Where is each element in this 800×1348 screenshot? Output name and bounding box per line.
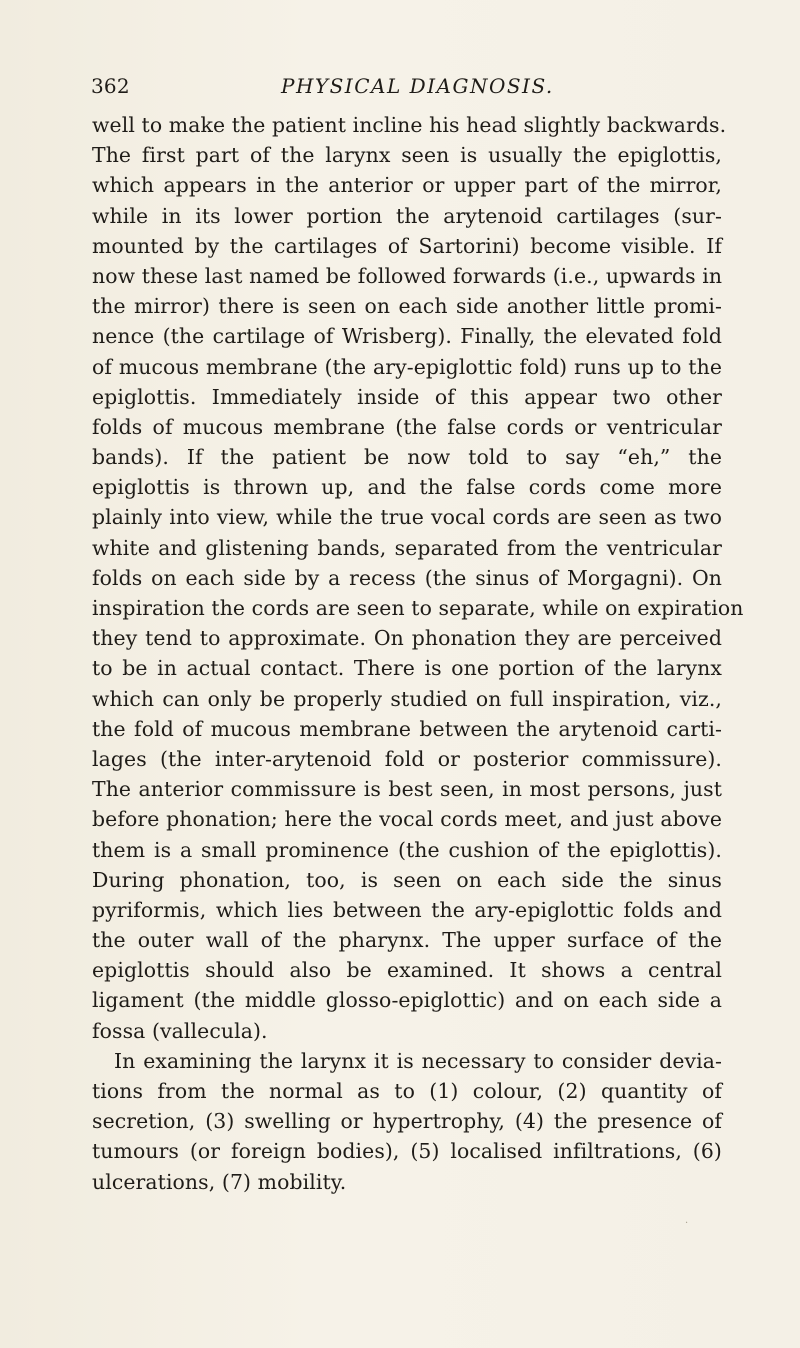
text-line: The first part of the larynx seen is usually the epiglottis, bbox=[92, 143, 722, 168]
text-line: epiglottis. Immediately inside of this appear two other bbox=[92, 384, 722, 409]
text-line: the fold of mucous membrane between the arytenoid carti- bbox=[92, 716, 722, 741]
text-line: tumours (or foreign bodies), (5) localised infiltrations, (6) bbox=[92, 1139, 722, 1164]
paragraph-examination-deviations bbox=[92, 1046, 722, 1197]
text-line: secretion, (3) swelling or hypertrophy, (4) the presence of bbox=[92, 1109, 722, 1134]
text-line: In examining the larynx it is necessary to consider devia- bbox=[114, 1048, 722, 1073]
text-line: which appears in the anterior or upper part of the mirror, bbox=[92, 173, 722, 198]
text-line: before phonation; here the vocal cords meet, and just above bbox=[92, 807, 722, 832]
text-line: ligament (the middle glosso-epiglottic) and on each side a bbox=[92, 988, 722, 1013]
text-line: The anterior commissure is best seen, in most persons, just bbox=[92, 777, 722, 802]
stray-ink-mark: · bbox=[685, 1218, 689, 1229]
text-line: the outer wall of the pharynx. The upper surface of the bbox=[92, 928, 722, 953]
text-line: ulcerations, (7) mobility. bbox=[92, 1169, 347, 1194]
running-head bbox=[91, 74, 711, 104]
text-line: while in its lower portion the arytenoid cartilages (sur- bbox=[92, 203, 722, 228]
text-line: well to make the patient incline his head slightly backwards. bbox=[92, 113, 727, 137]
text-line: fossa (vallecula). bbox=[92, 1018, 268, 1043]
running-title: PHYSICAL DIAGNOSIS. bbox=[281, 74, 554, 98]
text-line: to be in actual contact. There is one portion of the larynx bbox=[92, 656, 722, 681]
text-line: folds of mucous membrane (the false cords or ventricular bbox=[92, 414, 722, 439]
text-line: which can only be properly studied on full inspiration, viz., bbox=[92, 686, 722, 711]
body-text bbox=[92, 110, 744, 1197]
text-line: During phonation, too, is seen on each side the sinus bbox=[92, 867, 722, 892]
text-line: white and glistening bands, separated from the ventricular bbox=[92, 535, 722, 560]
text-line: epiglottis should also be examined. It shows a central bbox=[92, 958, 722, 983]
text-line: now these last named be followed forwards (i.e., upwards in bbox=[92, 263, 723, 288]
paragraph-laryngoscopy-view bbox=[92, 110, 744, 1046]
text-line: inspiration the cords are seen to separate, while on expiration bbox=[92, 596, 744, 620]
text-line: pyriformis, which lies between the ary-epiglottic folds and bbox=[92, 897, 722, 922]
text-line: them is a small prominence (the cushion of the epiglottis). bbox=[92, 837, 722, 862]
page-number: 362 bbox=[91, 74, 130, 98]
text-line: they tend to approximate. On phonation they are perceived bbox=[92, 626, 722, 651]
text-line: bands). If the patient be now told to say “eh,” the bbox=[92, 445, 722, 470]
text-line: nence (the cartilage of Wrisberg). Finally, the elevated fold bbox=[92, 324, 722, 349]
text-line: mounted by the cartilages of Sartorini) become visible. If bbox=[92, 233, 722, 258]
text-line: the mirror) there is seen on each side another little promi- bbox=[92, 294, 722, 319]
text-line: lages (the inter-arytenoid fold or posterior commissure). bbox=[92, 746, 722, 771]
text-line: of mucous membrane (the ary-epiglottic fold) runs up to the bbox=[92, 354, 722, 379]
text-line: epiglottis is thrown up, and the false cords come more bbox=[92, 475, 722, 500]
text-line: tions from the normal as to (1) colour, (2) quantity of bbox=[92, 1079, 722, 1103]
text-line: plainly into view, while the true vocal cords are seen as two bbox=[92, 505, 722, 530]
text-line: folds on each side by a recess (the sinus of Morgagni). On bbox=[92, 565, 722, 590]
